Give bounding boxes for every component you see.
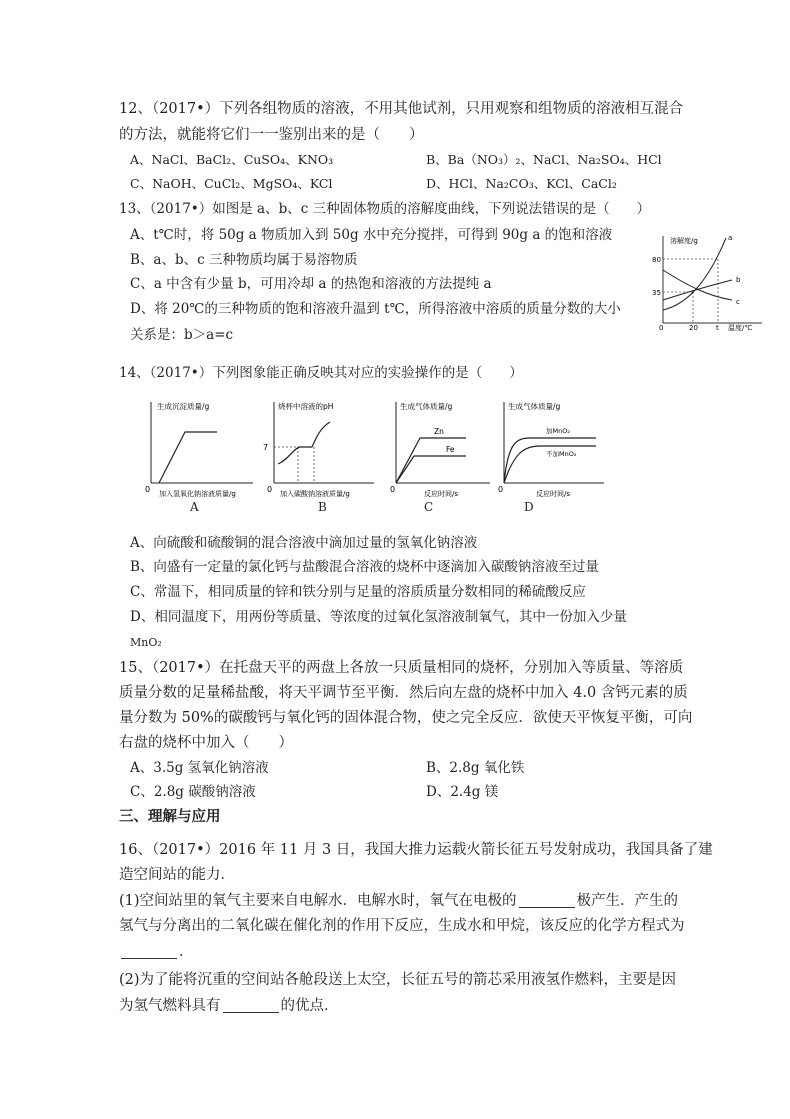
x-tick-0: 0 [659, 324, 664, 332]
graph-a-curve [159, 432, 217, 483]
q15-option-a: A、3.5g 氢氧化钠溶液 [130, 760, 269, 776]
graph-d-xlabel: 反应时间/s [536, 490, 571, 498]
graph-d [496, 398, 606, 503]
graph-b-curve [278, 422, 330, 464]
graph-c-zn-curve [396, 438, 466, 483]
q15-stem-line2: 质量分数的足量稀盐酸，将天平调节至平衡．然后向左盘的烧杯中加入 4.0 含钙元素的质 [119, 685, 688, 701]
graph-a-origin: 0 [145, 485, 151, 494]
x-tick-20: 20 [689, 324, 698, 332]
curve-b-label: b [736, 276, 741, 284]
q16-part2-text-b: 为氢气燃料具有 [119, 998, 221, 1014]
graph-c [388, 398, 492, 503]
graph-b-xlabel: 加入碳酸钠溶液质量/g [280, 490, 350, 498]
y-axis-label: 溶解度/g [670, 237, 698, 245]
curve-c [663, 270, 732, 300]
q16-part2-line2 [119, 996, 339, 1016]
curve-b [663, 280, 732, 300]
q16-stem-line2: 造空间站的能力． [119, 867, 235, 883]
x-axis-label: 温度/℃ [728, 324, 753, 332]
graph-a-xlabel: 加入氢氧化钠溶液质量/g [159, 490, 236, 498]
solubility-curve-chart [648, 226, 768, 334]
q15-option-d: D、2.4g 镁 [426, 784, 499, 800]
q13-option-d-line1: D、将 20℃的三种物质的饱和溶液升温到 t℃，所得溶液中溶质的质量分数的大小 [130, 301, 621, 317]
curve-c-label: c [736, 298, 740, 306]
q13-stem: 13、（2017•）如图是 a、b、c 三种固体物质的溶解度曲线，下列说法错误的是（ ） [119, 201, 651, 217]
section-heading: 三、理解与应用 [119, 808, 221, 825]
q13-option-d-line2: 关系是：b＞a=c [130, 327, 234, 343]
q16-part1-text-d: ． [179, 944, 194, 960]
graph-d-without-label: 不加MnO₂ [546, 450, 577, 458]
graph-c-fe-label: Fe [446, 445, 455, 454]
q15-stem-line1: 15、（2017•）在托盘天平的两盘上各放一只质量相同的烧杯，分别加入等质量、等溶质 [119, 660, 684, 676]
q14-stem: 14、（2017•）下列图象能正确反映其对应的实验操作的是（ ） [119, 365, 523, 381]
graph-b-origin: 0 [267, 485, 273, 494]
graph-b-letter: B [318, 500, 327, 514]
graph-d-origin: 0 [498, 485, 504, 494]
graph-a-ylabel: 生成沉淀质量/g [157, 402, 210, 411]
q16-part2-line1: (2)为了能将沉重的空间站各舱段送上太空，长征五号的箭芯采用液氢作燃料，主要是因 [119, 972, 677, 988]
q14-option-b: B、向盛有一定量的氯化钙与盐酸混合溶液的烧杯中逐滴加入碳酸钠溶液至过量 [130, 559, 599, 575]
graph-c-origin: 0 [390, 485, 396, 494]
q14-option-d-line1: D、相同温度下，用两份等质量、等浓度的过氧化氢溶液制氧气，其中一份加入少量 [130, 609, 627, 625]
q14-option-a: A、向硫酸和硫酸铜的混合溶液中滴加过量的氢氧化钠溶液 [130, 535, 478, 551]
graph-c-zn-label: Zn [434, 427, 444, 436]
q12-option-b: B、Ba（NO₃）₂、NaCl、Na₂SO₄、HCl [426, 152, 662, 167]
graph-c-letter: C [424, 500, 434, 514]
graph-d-letter: D [524, 500, 534, 514]
graph-d-curve-with-mno2 [504, 438, 596, 483]
q16-part1-line3 [119, 942, 194, 962]
graph-a [143, 398, 255, 503]
q15-stem-line4: 右盘的烧杯中加入（ ） [119, 735, 293, 751]
q15-stem-line3: 量分数为 50%的碳酸钙与氧化钙的固体混合物，使之完全反应．欲使天平恢复平衡，可向 [119, 710, 693, 726]
q13-option-a: A、t℃时，将 50g a 物质加入到 50g 水中充分搅拌，可得到 90g a 的饱和溶液 [130, 227, 613, 243]
answer-blank-electrode[interactable] [519, 893, 575, 908]
curve-a [663, 238, 726, 310]
q16-part1-line1 [119, 891, 678, 911]
graph-a-letter: A [190, 500, 199, 514]
q15-option-c: C、2.8g 碳酸钠溶液 [130, 784, 256, 800]
q12-stem-line1: 12、（2017•）下列各组物质的溶液，不用其他试剂，只用观察和组物质的溶液相互混合 [119, 101, 684, 117]
q15-option-b: B、2.8g 氧化铁 [426, 760, 525, 776]
q16-part2-text-c: 的优点． [280, 998, 339, 1014]
answer-blank-advantage[interactable] [223, 998, 279, 1013]
curve-a-label: a [728, 234, 733, 242]
q12-option-d: D、HCl、Na₂CO₃、KCl、CaCl₂ [426, 176, 617, 191]
graph-b-seven: 7 [263, 443, 269, 452]
graph-c-xlabel: 反应时间/s [424, 490, 459, 498]
graph-d-ylabel: 生成气体质量/g [508, 402, 561, 411]
q16-part1-text-b: 极产生．产生的 [576, 893, 679, 909]
graph-c-fe-curve [396, 456, 466, 483]
y-tick-80: 80 [652, 256, 661, 264]
graph-d-with-label: 加MnO₂ [546, 427, 570, 435]
q13-option-b: B、a、b、c 三种物质均属于易溶物质 [130, 252, 358, 268]
graph-b [258, 398, 376, 503]
q14-option-d-line2: MnO₂ [130, 636, 162, 649]
q12-option-a: A、NaCl、BaCl₂、CuSO₄、KNO₃ [130, 152, 334, 167]
graph-c-ylabel: 生成气体质量/g [400, 402, 453, 411]
y-tick-35: 35 [652, 289, 661, 297]
answer-blank-equation[interactable] [121, 944, 177, 959]
q16-stem-line1: 16、（2017•）2016 年 11 月 3 日，我国大推力运载火箭长征五号发射成功，我国具备了建 [119, 842, 713, 858]
q16-part1-line2: 氢气与分离出的二氧化碳在催化剂的作用下反应，生成水和甲烷，该反应的化学方程式为 [119, 918, 685, 934]
q16-part1-text-a: (1)空间站里的氧气主要来自电解水．电解水时，氧气在电极的 [119, 893, 517, 909]
x-tick-t: t [716, 324, 719, 332]
q12-stem-line2: 的方法，就能将它们一一鉴别出来的是（ ） [119, 127, 424, 143]
q13-option-c: C、a 中含有少量 b，可用冷却 a 的热饱和溶液的方法提纯 a [130, 276, 492, 292]
graph-b-ylabel: 烧杯中溶液的pH [278, 402, 334, 411]
q14-option-c: C、常温下，相同质量的锌和铁分别与足量的溶质质量分数相同的稀硫酸反应 [130, 584, 586, 600]
q12-option-c: C、NaOH、CuCl₂、MgSO₄、KCl [130, 176, 333, 191]
